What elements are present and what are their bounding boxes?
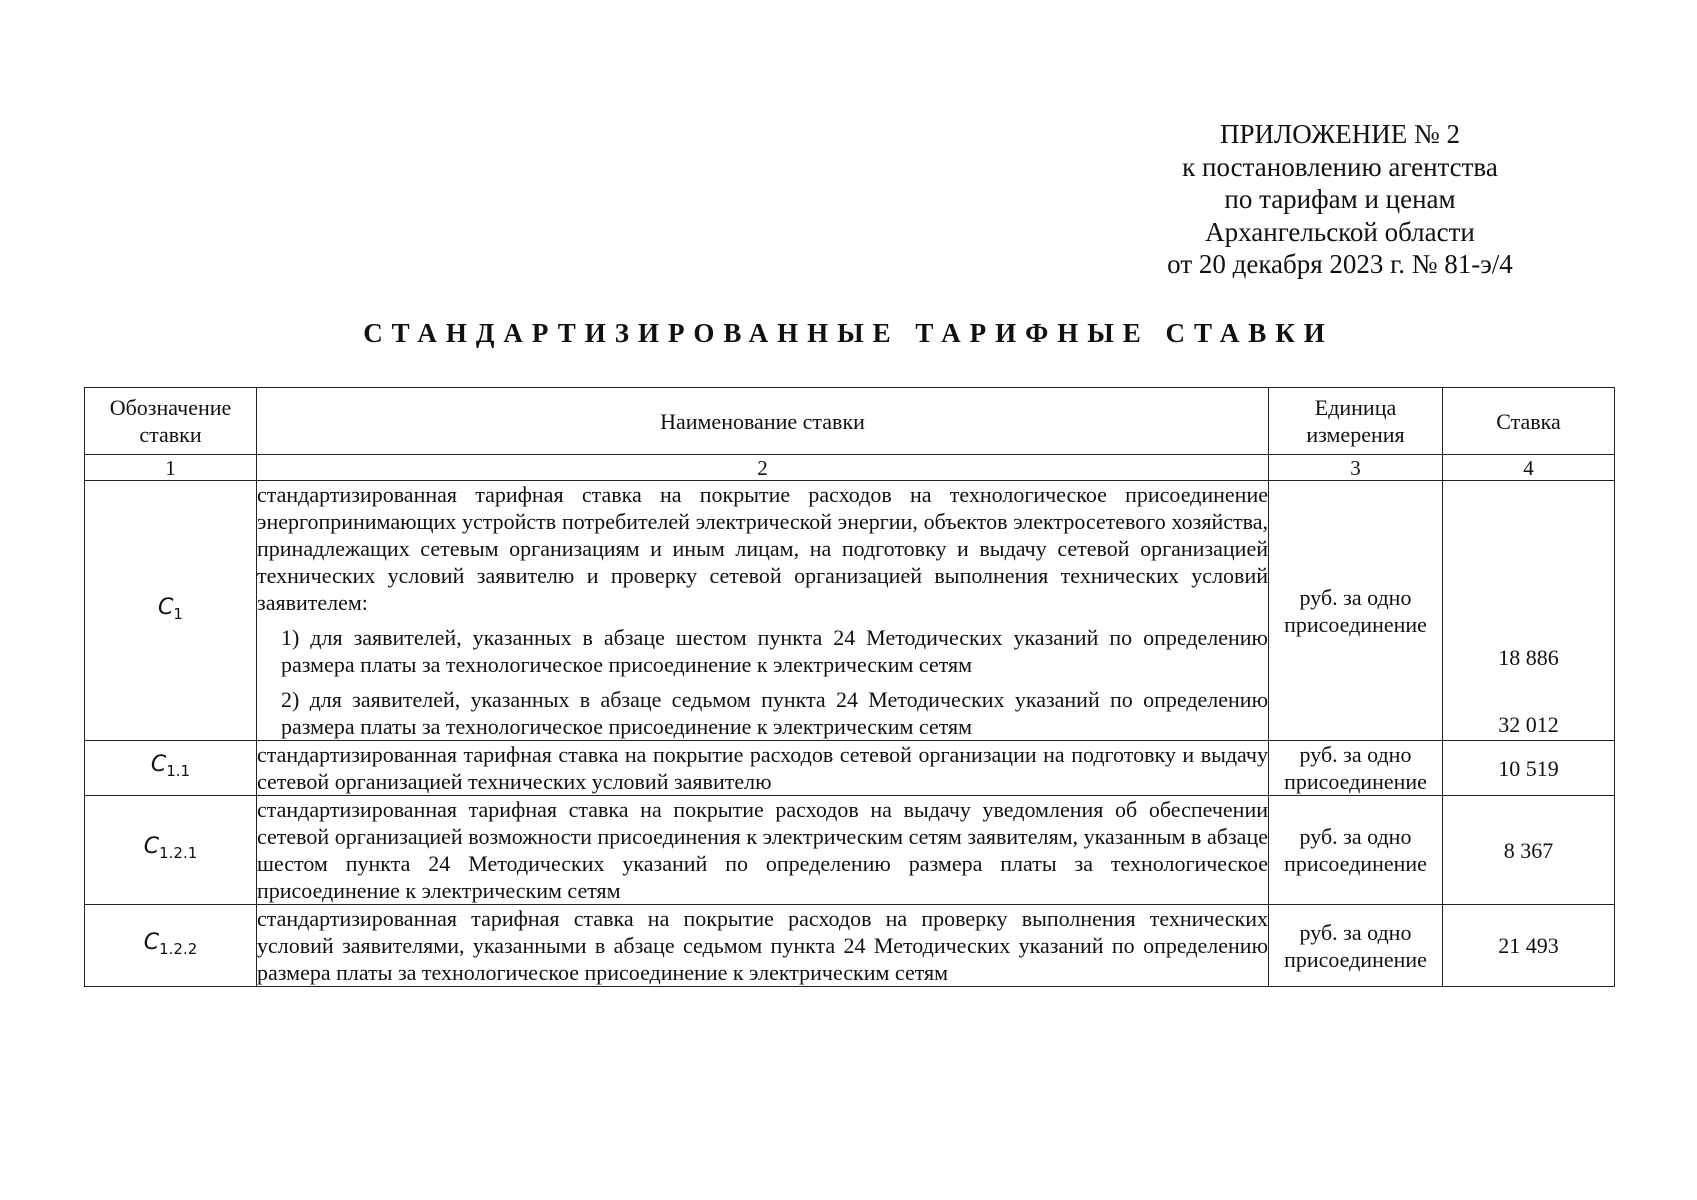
- header-designation: Обозначение ставки: [85, 388, 257, 455]
- table-row: [85, 796, 1615, 905]
- table-row: [85, 481, 1615, 741]
- rate-symbol: [85, 905, 257, 987]
- rate-unit: руб. за одно присоединение: [1269, 741, 1443, 796]
- column-number-3: 3: [1269, 455, 1443, 481]
- rate-symbol: [85, 741, 257, 796]
- appendix-line-3: по тарифам и ценам: [1224, 184, 1456, 214]
- rate-value: 8 367: [1443, 796, 1615, 905]
- table-row: [85, 741, 1615, 796]
- table-header-row: [85, 388, 1615, 455]
- appendix-line-2: к постановлению агентства: [1182, 151, 1498, 182]
- column-number-4: 4: [1443, 455, 1615, 481]
- symbol-subscript: 1: [173, 604, 183, 623]
- column-number-1: 1: [85, 455, 257, 481]
- rate-unit: руб. за одно присоединение: [1269, 905, 1443, 987]
- rate-unit: руб. за одно присоединение: [1269, 481, 1443, 741]
- rate-value-1: 18 886: [1498, 644, 1559, 670]
- rate-value: 10 519: [1443, 741, 1615, 796]
- header-rate: Ставка: [1443, 388, 1615, 455]
- rate-subitem-2: 2) для заявителей, указанных в абзаце седьмом пункта 24 Методических указаний по определению размера платы за технологическое присоединение к электрическим сетям: [281, 687, 1268, 739]
- rate-subitem-1: 1) для заявителей, указанных в абзаце шестом пункта 24 Методических указаний по определению размера платы за технологическое присоединение к электрическим сетям: [281, 625, 1268, 677]
- symbol-letter: C: [143, 834, 160, 859]
- symbol-letter: C: [150, 752, 167, 777]
- document-title: СТАНДАРТИЗИРОВАННЫЕ ТАРИФНЫЕ СТАВКИ: [363, 318, 1334, 348]
- appendix-line-4: Архангельской области: [1205, 216, 1475, 247]
- rate-symbol: [85, 481, 257, 741]
- header-name: Наименование ставки: [257, 388, 1269, 455]
- column-number-2: 2: [257, 455, 1269, 481]
- tariff-rates-table: [84, 387, 1615, 987]
- rate-name-text: стандартизированная тарифная ставка на покрытие расходов на технологическое присоединение энергопринимающих устройств потребителей электрической энергии, объектов электросетевого хозяйства, принадлежащих сетевым организациям и иным лицам, на подготовку и выдачу сетевой организацией технических условий заявителю и проверку сетевой организацией выполнения технических условий заявителем:: [257, 482, 1268, 615]
- rate-unit: руб. за одно присоединение: [1269, 796, 1443, 905]
- appendix-line-1: ПРИЛОЖЕНИЕ № 2: [1219, 119, 1461, 149]
- table-row: [85, 905, 1615, 987]
- rate-name: стандартизированная тарифная ставка на покрытие расходов сетевой организации на подготовку и выдачу сетевой организацией технических условий заявителю: [257, 742, 1268, 794]
- rate-name: [257, 481, 1269, 741]
- appendix-header: [1120, 118, 1560, 281]
- rate-symbol: [85, 796, 257, 905]
- symbol-subscript: 1.2.1: [159, 844, 198, 862]
- rate-value-cell: [1443, 481, 1615, 741]
- rate-name: стандартизированная тарифная ставка на покрытие расходов на проверку выполнения технических условий заявителями, указанными в абзаце седьмом пункта 24 Методических указаний по определению размера платы за технологическое присоединение к электрическим сетям: [257, 906, 1268, 985]
- symbol-subscript: 1.2.2: [159, 939, 198, 958]
- rate-value-2: 32 012: [1498, 711, 1559, 737]
- appendix-line-5: от 20 декабря 2023 г. № 81-э/4: [1167, 249, 1513, 279]
- symbol-letter: C: [158, 594, 174, 620]
- column-number-row: [85, 455, 1615, 481]
- rate-value: 21 493: [1443, 905, 1615, 987]
- header-unit: Единица измерения: [1269, 388, 1443, 455]
- symbol-subscript: 1.1: [166, 762, 191, 780]
- symbol-letter: C: [143, 929, 160, 955]
- rate-name: стандартизированная тарифная ставка на покрытие расходов на выдачу уведомления об обеспечении сетевой организацией возможности присоединения к электрическим сетям заявителям, указанным в абзаце шестом пункта 24 Методических указаний по определению размера платы за технологическое присоединение к электрическим сетям: [257, 797, 1268, 903]
